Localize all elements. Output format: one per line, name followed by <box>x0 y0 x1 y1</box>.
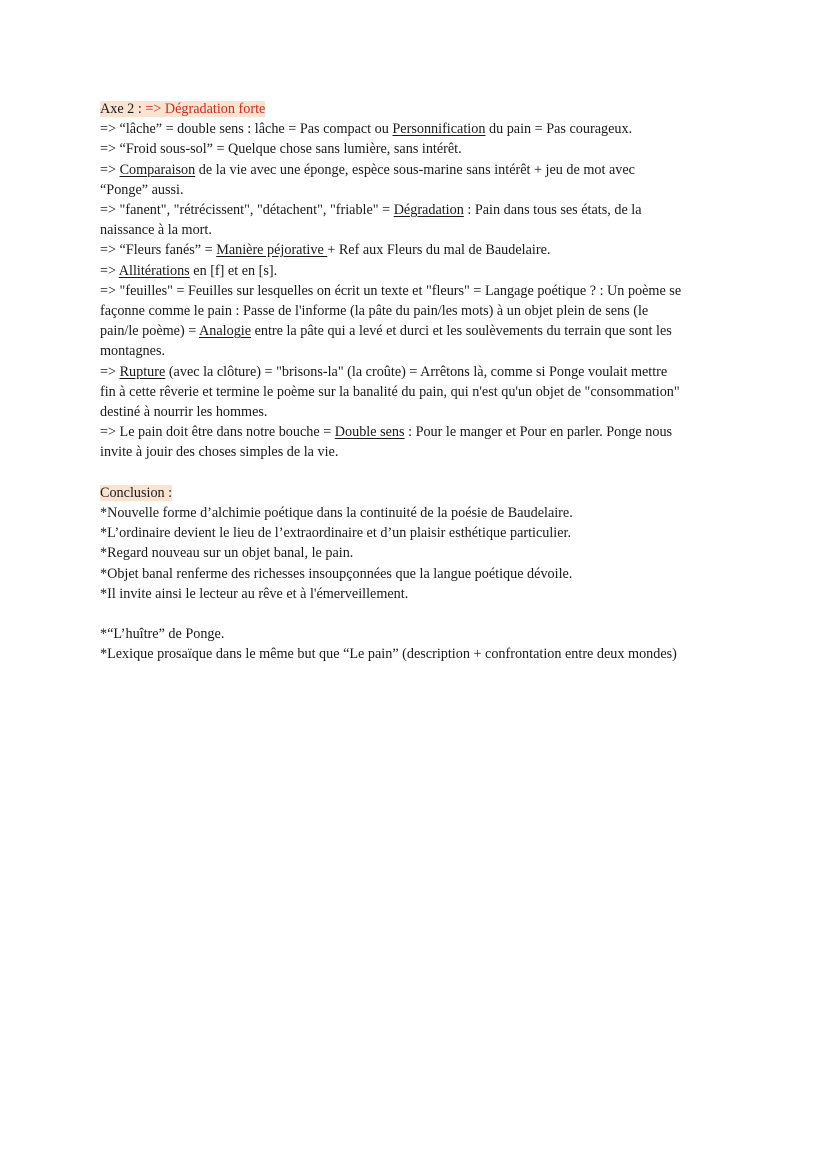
axe2-line-15: destiné à nourrir les hommes. <box>100 404 268 421</box>
term-double-sens: Double sens <box>334 424 405 441</box>
axe2-label-highlight <box>100 101 265 117</box>
axe2-line-3: => Comparaison de la vie avec une éponge, espèce sous-marine sans intérêt + jeu de mot avec <box>100 161 635 178</box>
conclusion-heading <box>100 483 768 503</box>
term-alliterations: Allitérations <box>118 262 190 279</box>
conclusion-item: *Objet banal renferme des richesses insoupçonnées que la langue poétique dévoile. <box>100 565 573 582</box>
axe2-line-10: façonne comme le pain : Passe de l'informe (la pâte du pain/les mots) à un objet plein de sens (le <box>100 303 649 320</box>
conclusion-item: *Il invite ainsi le lecteur au rêve et à l'émerveillement. <box>100 585 409 602</box>
term-comparaison: Comparaison <box>119 161 196 178</box>
axe2-line-17: invite à jouir des choses simples de la vie. <box>100 444 339 461</box>
axe2-line-12: montagnes. <box>100 343 166 360</box>
conclusion-title: Conclusion : <box>100 484 173 501</box>
axe2-line-14: fin à cette rêverie et termine le poème sur la banalité du pain, qui n'est qu'un objet de "consommation" <box>100 383 680 400</box>
axe2-title: => Dégradation forte <box>145 101 266 117</box>
term-analogie: Analogie <box>199 323 252 340</box>
ouverture-item: *“L’huître” de Ponge. <box>100 626 225 643</box>
axe2-line-5: => "fanent", "rétrécissent", "détachent", "friable" = Dégradation : Pain dans tous ses états, de la <box>100 202 642 219</box>
term-personnification: Personnification <box>392 121 486 138</box>
axe2-line-16: => Le pain doit être dans notre bouche = Double sens : Pour le manger et Pour en parler. Ponge nous <box>100 424 673 441</box>
axe2-line-4: “Ponge” aussi. <box>100 181 184 198</box>
conclusion-item: *Regard nouveau sur un objet banal, le pain. <box>100 545 354 562</box>
axe2-line-6: naissance à la mort. <box>100 222 212 239</box>
axe2-heading <box>100 99 768 119</box>
axe2-line-13: => Rupture (avec la clôture) = "brisons-la" (la croûte) = Arrêtons là, comme si Ponge voulait mettre <box>100 363 668 380</box>
axe2-label: Axe 2 : <box>100 101 142 117</box>
term-maniere-pejorative: Manière péjorative <box>216 242 328 259</box>
ouverture-item: *Lexique prosaïque dans le même but que “Le pain” (description + confrontation entre deux mondes) <box>100 646 677 663</box>
spacer <box>100 463 768 483</box>
axe2-line-9: => "feuilles" = Feuilles sur lesquelles on écrit un texte et "fleurs" = Langage poétique ? : Un poème se <box>100 282 682 299</box>
axe2-line-8: => Allitérations en [f] et en [s]. <box>100 262 278 279</box>
axe2-line-2: => “Froid sous-sol” = Quelque chose sans lumière, sans intérêt. <box>100 141 462 158</box>
axe2-line-1: => “lâche” = double sens : lâche = Pas compact ou Personnification du pain = Pas courageux. <box>100 121 633 138</box>
spacer <box>100 604 768 624</box>
term-rupture: Rupture <box>119 363 166 380</box>
axe2-line-11: pain/le poème) = Analogie entre la pâte qui a levé et durci et les soulèvements du terrain que sont les <box>100 323 672 340</box>
term-degradation: Dégradation <box>393 202 464 219</box>
conclusion-item: *L’ordinaire devient le lieu de l’extraordinaire et d’un plaisir esthétique particulier. <box>100 525 572 542</box>
conclusion-item: *Nouvelle forme d’alchimie poétique dans la continuité de la poésie de Baudelaire. <box>100 505 573 522</box>
axe2-line-7: => “Fleurs fanés” = Manière péjorative + Ref aux Fleurs du mal de Baudelaire. <box>100 242 551 259</box>
